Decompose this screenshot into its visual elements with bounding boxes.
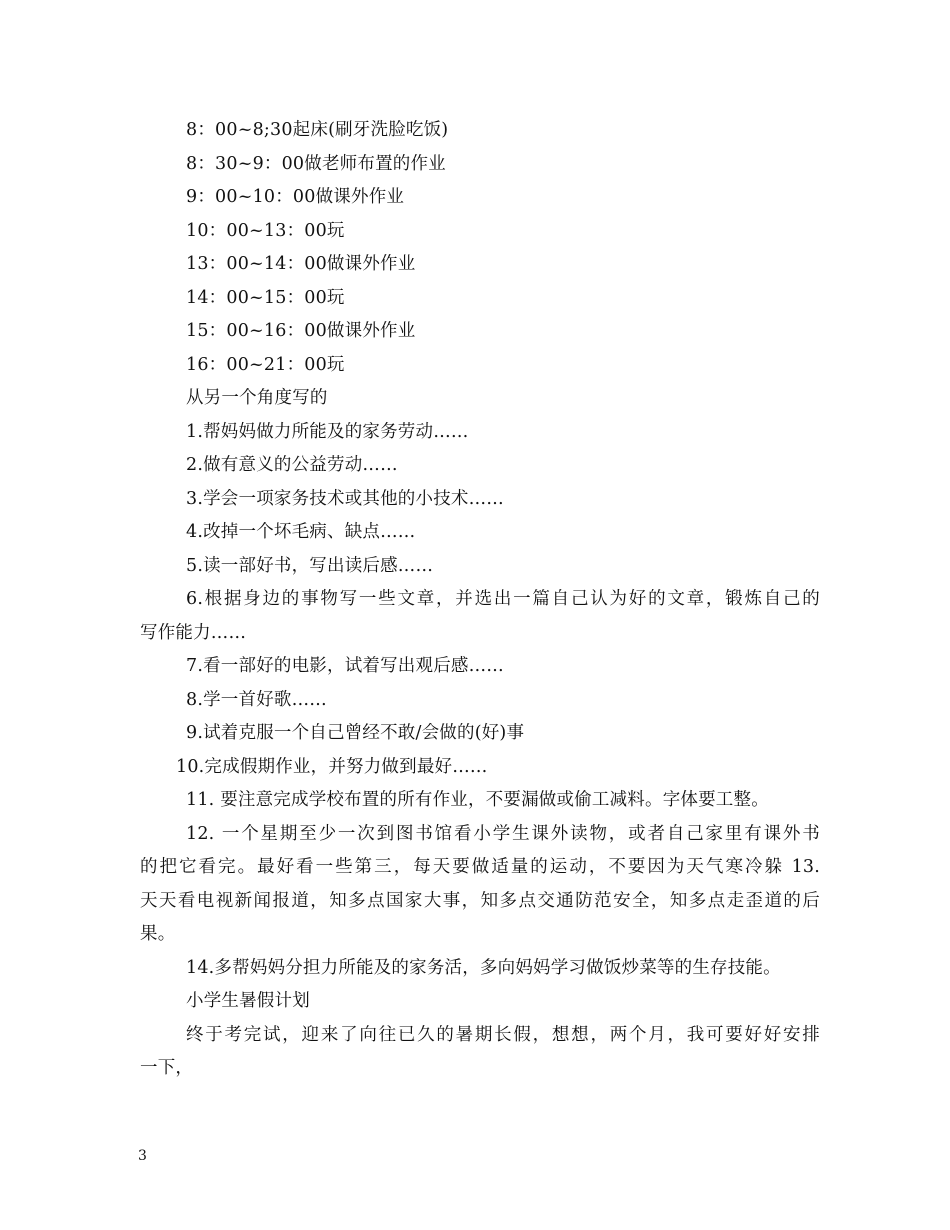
paragraph-line-2: 一下， bbox=[140, 1058, 194, 1078]
schedule-line-5: 13：00~14：00做课外作业 bbox=[186, 254, 416, 274]
schedule-line-3: 9：00~10：00做课外作业 bbox=[186, 187, 405, 207]
schedule-line-2: 8：30~9：00做老师布置的作业 bbox=[186, 153, 446, 174]
list-item-8: 8.学一首好歌…… bbox=[186, 689, 327, 710]
list-item-13-continued: 果。 bbox=[140, 924, 176, 944]
list-item-7: 7.看一部好的电影，试着写出观后感…… bbox=[186, 656, 504, 676]
list-item-9: 9.试着克服一个自己曾经不敢/会做的(好)事 bbox=[186, 723, 525, 743]
list-item-12: 12. 一个星期至少一次到图书馆看小学生课外读物，或者自己家里有课外书 bbox=[186, 823, 820, 844]
list-item-3: 3.学会一项家务技术或其他的小技术…… bbox=[186, 488, 504, 509]
list-item-14: 14.多帮妈妈分担力所能及的家务活，多向妈妈学习做饭炒菜等的生存技能。 bbox=[186, 957, 781, 978]
page-number: 3 bbox=[138, 1148, 147, 1164]
list-item-6: 6.根据身边的事物写一些文章，并选出一篇自己认为好的文章，锻炼自己的 bbox=[186, 589, 820, 609]
schedule-line-1: 8：00~8;30起床(刷牙洗脸吃饭) bbox=[186, 120, 449, 140]
schedule-line-7: 15：00~16：00做课外作业 bbox=[186, 321, 416, 341]
list-item-12-continued: 的把它看完。最好看一些第三，每天要做适量的运动，不要因为天气寒冷躲 13. bbox=[140, 857, 820, 877]
list-item-11: 11. 要注意完成学校布置的所有作业，不要漏做或偷工减料。字体要工整。 bbox=[186, 790, 769, 810]
schedule-line-8: 16：00~21：00玩 bbox=[186, 354, 345, 375]
schedule-line-4: 10：00~13：00玩 bbox=[186, 220, 345, 241]
paragraph-line-1: 终于考完试，迎来了向往已久的暑期长假，想想，两个月，我可要好好安排 bbox=[186, 1024, 820, 1045]
list-item-5: 5.读一部好书，写出读后感…… bbox=[186, 555, 434, 576]
list-item-2: 2.做有意义的公益劳动…… bbox=[186, 455, 398, 475]
list-item-13: 天天看电视新闻报道，知多点国家大事，知多点交通防范安全，知多点走歪道的后 bbox=[140, 890, 820, 911]
list-item-10: 10.完成假期作业，并努力做到最好…… bbox=[176, 756, 488, 777]
list-item-6-continued: 写作能力…… bbox=[140, 622, 247, 643]
sub-heading: 小学生暑假计划 bbox=[186, 991, 310, 1011]
list-item-1: 1.帮妈妈做力所能及的家务劳动…… bbox=[186, 421, 469, 442]
section-heading: 从另一个角度写的 bbox=[186, 388, 328, 408]
list-item-4: 4.改掉一个坏毛病、缺点…… bbox=[186, 522, 416, 542]
body-text bbox=[140, 114, 820, 1086]
schedule-line-6: 14：00~15：00玩 bbox=[186, 287, 345, 308]
